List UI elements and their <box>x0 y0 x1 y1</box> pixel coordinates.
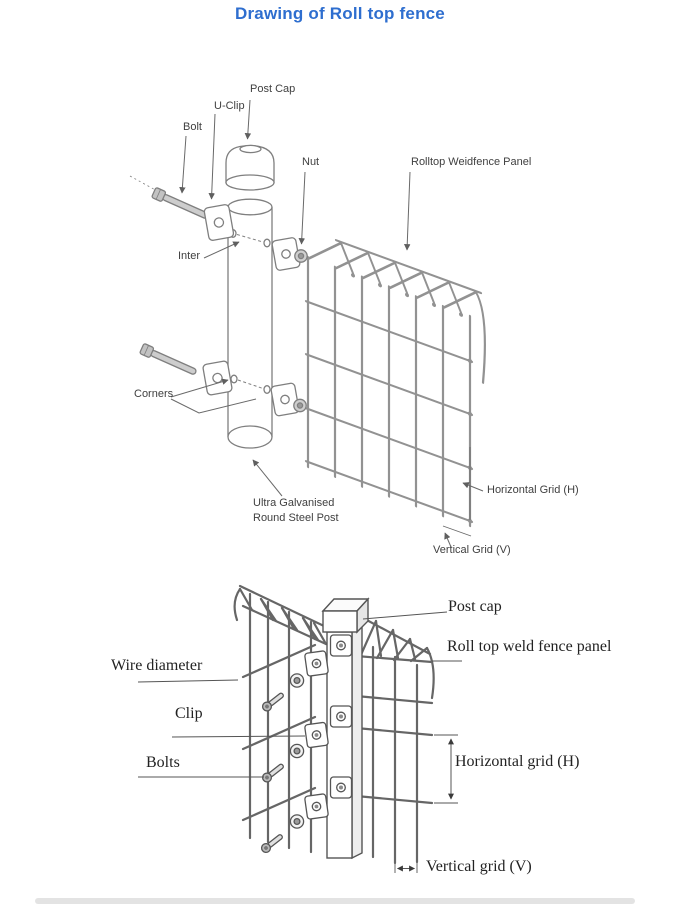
panel-clip-art <box>305 651 329 677</box>
flange-nut-art <box>290 744 303 757</box>
upper-label-post-name-line2: Round Steel Post <box>253 512 339 524</box>
lower-label-post-cap: Post cap <box>448 598 502 615</box>
u-clip-plate-art <box>204 204 234 241</box>
upper-label-corners: Corners <box>134 388 174 400</box>
upper-label-bolt: Bolt <box>183 121 202 133</box>
nut-art <box>294 250 307 412</box>
u-clip-plate-art <box>271 383 300 417</box>
upper-label-inter: Inter <box>178 250 201 262</box>
upper-label-panel: Rolltop Weidfence Panel <box>411 156 532 168</box>
panel-clip-art <box>305 794 329 820</box>
upper-label-nut: Nut <box>302 156 320 168</box>
upper-label-post-cap: Post Cap <box>250 83 296 95</box>
lower-label-panel: Roll top weld fence panel <box>447 638 612 655</box>
rolltop-panel-art <box>306 229 485 531</box>
right-panel-art <box>356 618 434 863</box>
post-clip-art <box>331 777 352 798</box>
upper-label-vertical-grid: Vertical Grid (V) <box>433 544 511 556</box>
upper-diagram-drawing <box>100 60 580 580</box>
bolt-art-bottom <box>140 343 198 377</box>
upper-label-horizontal-grid: Horizontal Grid (H) <box>487 484 579 496</box>
lower-label-bolts: Bolts <box>146 754 180 771</box>
bolt-art <box>261 691 286 713</box>
bolt-art-top <box>130 176 210 221</box>
lower-label-horizontal-grid: Horizontal grid (H) <box>455 753 580 770</box>
post-clip-art <box>331 706 352 727</box>
post-cap-art <box>226 145 274 190</box>
round-post-assembly-art <box>130 145 307 448</box>
u-clip-plate-art <box>202 361 232 396</box>
upper-label-post-name <box>253 496 339 526</box>
lower-label-wire-diameter: Wire diameter <box>111 657 203 674</box>
bolt-art <box>260 832 285 854</box>
scan-edge-artifact <box>35 898 635 904</box>
lower-label-clip: Clip <box>175 705 203 722</box>
panel-clip-art <box>305 722 329 748</box>
bolt-art <box>261 762 286 784</box>
upper-label-post-name-line1: Ultra Galvanised <box>253 497 335 509</box>
page-title: Drawing of Roll top fence <box>235 4 445 23</box>
upper-label-u-clip: U-Clip <box>214 100 245 112</box>
post-cap-art <box>323 599 368 632</box>
lower-diagram-drawing <box>80 580 640 906</box>
flange-nut-art <box>290 674 303 687</box>
flange-nut-art <box>290 815 303 828</box>
lower-label-vertical-grid: Vertical grid (V) <box>426 858 532 875</box>
post-clip-art <box>331 635 352 656</box>
